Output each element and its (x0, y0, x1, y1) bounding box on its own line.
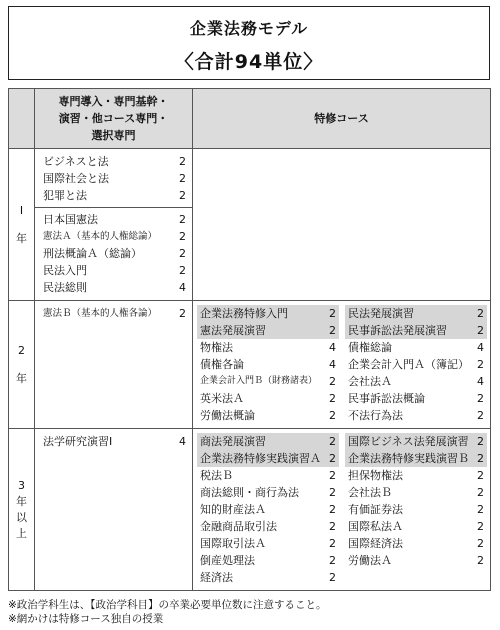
course-row (43, 211, 186, 228)
course-name: 国際社会と法 (43, 172, 109, 185)
course-units: 2 (477, 409, 484, 422)
course-row (197, 569, 339, 586)
course-units: 2 (329, 503, 336, 516)
footnote-politics: ※政治学科生は、【政治学科目】の卒業必要単位数に注意すること。 (8, 599, 327, 611)
year-label-1: Ⅰ 年 (9, 149, 35, 301)
course-units: 4 (329, 358, 336, 371)
course-name: 不法行為法 (348, 409, 403, 422)
course-name: 刑法概論Ａ（総論） (43, 247, 142, 260)
course-row (345, 339, 487, 356)
course-row (197, 322, 339, 339)
course-name: 企業会計入門Ａ（簿記） (348, 358, 469, 371)
course-units: 2 (329, 571, 336, 584)
course-units: 4 (329, 341, 336, 354)
course-name: 犯罪と法 (43, 189, 87, 202)
footnotes (8, 598, 327, 626)
course-units: 4 (179, 435, 186, 448)
footnote-shading: ※網かけは特修コース独自の授業 (8, 613, 164, 625)
course-row (345, 501, 487, 518)
year1-special-empty (193, 149, 491, 301)
course-row (197, 535, 339, 552)
course-row (345, 390, 487, 407)
course-units: 2 (179, 189, 186, 202)
course-row (345, 450, 487, 467)
course-units: 2 (477, 554, 484, 567)
course-name: 税法Ｂ (200, 469, 233, 482)
year-label-3: 3 年 以 上 (9, 429, 35, 591)
course-row (197, 484, 339, 501)
year2-special-courses (193, 301, 491, 429)
course-units: 2 (329, 554, 336, 567)
course-row (345, 407, 487, 424)
course-name: 企業法務特修実践演習Ａ (200, 452, 321, 465)
course-units: 2 (179, 213, 186, 226)
course-name: 国際私法Ａ (348, 520, 403, 533)
course-name: 労働法Ａ (348, 554, 392, 567)
course-units: 2 (477, 503, 484, 516)
course-row (197, 339, 339, 356)
course-units: 2 (477, 324, 484, 337)
course-row (43, 153, 186, 170)
year2-courses (35, 301, 193, 429)
course-units: 2 (179, 155, 186, 168)
course-row (197, 467, 339, 484)
course-name: 民法入門 (43, 264, 87, 277)
course-units: 2 (179, 307, 186, 320)
course-units: 2 (179, 264, 186, 277)
course-name: 民事訴訟法概論 (348, 392, 425, 405)
course-units: 2 (477, 392, 484, 405)
course-name: 商法総則・商行為法 (200, 486, 299, 499)
header-special-course: 特修コース (193, 89, 491, 149)
course-name: 倒産処理法 (200, 554, 255, 567)
course-row (197, 407, 339, 424)
course-row (345, 356, 487, 373)
year1-courses (35, 149, 193, 301)
course-units: 2 (477, 486, 484, 499)
course-units: 2 (477, 358, 484, 371)
course-name: 担保物権法 (348, 469, 403, 482)
course-name: 商法発展演習 (200, 435, 266, 448)
course-row (43, 228, 186, 245)
course-row (43, 279, 186, 296)
course-units: 2 (329, 409, 336, 422)
course-units: 2 (329, 307, 336, 320)
course-name: 債権総論 (348, 341, 392, 354)
course-name: 国際取引法Ａ (200, 537, 266, 550)
course-name: ビジネスと法 (43, 155, 109, 168)
course-units: 2 (477, 452, 484, 465)
course-row (345, 552, 487, 569)
course-name: 企業法務特修実践演習Ｂ (348, 452, 469, 465)
course-name: 英米法Ａ (200, 392, 244, 405)
course-units: 2 (179, 247, 186, 260)
course-name: 債権各論 (200, 358, 244, 371)
course-row (43, 305, 186, 322)
course-units: 2 (329, 469, 336, 482)
course-units: 2 (329, 435, 336, 448)
total-units-title: 〈合計94単位〉 (174, 51, 324, 73)
course-row (43, 170, 186, 187)
course-row (197, 433, 339, 450)
course-row (197, 552, 339, 569)
course-name: 企業会計入門Ｂ（財務諸表） (200, 376, 318, 386)
course-row (197, 450, 339, 467)
course-row (345, 535, 487, 552)
course-name: 法学研究演習Ⅰ (43, 435, 113, 448)
year3-courses (35, 429, 193, 591)
course-units: 2 (477, 520, 484, 533)
course-name: 会社法Ａ (348, 375, 392, 388)
course-name: 民事訴訟法発展演習 (348, 324, 447, 337)
year3-special-courses (193, 429, 491, 591)
course-name: 国際経済法 (348, 537, 403, 550)
course-name: 経済法 (200, 571, 233, 584)
course-units: 2 (477, 307, 484, 320)
header-general-courses: 専門導入・専門基幹・ 演習・他コース専門・ 選択専門 (35, 89, 193, 149)
group-divider (35, 207, 192, 208)
course-name: 憲法発展演習 (200, 324, 266, 337)
course-row (43, 262, 186, 279)
course-name: 金融商品取引法 (200, 520, 277, 533)
course-name: 国際ビジネス法発展演習 (348, 435, 469, 448)
course-name: 日本国憲法 (43, 213, 98, 226)
course-units: 2 (179, 172, 186, 185)
course-units: 4 (477, 375, 484, 388)
course-units: 2 (329, 375, 336, 388)
course-row (345, 433, 487, 450)
course-name: 会社法Ｂ (348, 486, 392, 499)
course-row (197, 356, 339, 373)
course-units: 2 (477, 537, 484, 550)
course-row (345, 467, 487, 484)
course-row (197, 373, 339, 390)
course-name: 憲法Ｂ（基本的人権各論） (43, 308, 158, 319)
course-units: 2 (477, 435, 484, 448)
course-name: 労働法概論 (200, 409, 255, 422)
course-row (197, 390, 339, 407)
header-corner (9, 89, 35, 149)
title-box (8, 6, 490, 80)
course-units: 2 (329, 486, 336, 499)
course-units: 4 (179, 281, 186, 294)
curriculum-table (8, 88, 491, 591)
course-row (345, 322, 487, 339)
course-row (43, 245, 186, 262)
course-units: 2 (477, 469, 484, 482)
course-units: 2 (329, 537, 336, 550)
course-units: 2 (329, 392, 336, 405)
course-name: 有価証券法 (348, 503, 403, 516)
course-row (43, 187, 186, 204)
year-label-2: 2 年 (9, 301, 35, 429)
course-row (345, 373, 487, 390)
course-units: 4 (477, 341, 484, 354)
course-units: 2 (329, 520, 336, 533)
course-name: 民法発展演習 (348, 307, 414, 320)
course-name: 物権法 (200, 341, 233, 354)
page-title: 企業法務モデル (189, 19, 309, 38)
course-row (197, 501, 339, 518)
course-name: 企業法務特修入門 (200, 307, 288, 320)
course-units: 2 (329, 452, 336, 465)
course-units: 2 (329, 324, 336, 337)
course-name: 民法総則 (43, 281, 87, 294)
course-row (345, 484, 487, 501)
course-row (345, 305, 487, 322)
course-units: 2 (179, 230, 186, 243)
course-row (345, 518, 487, 535)
course-row (197, 518, 339, 535)
course-row (43, 433, 186, 450)
course-name: 知的財産法Ａ (200, 503, 266, 516)
course-name: 憲法Ａ（基本的人権総論） (43, 231, 158, 242)
course-row (197, 305, 339, 322)
